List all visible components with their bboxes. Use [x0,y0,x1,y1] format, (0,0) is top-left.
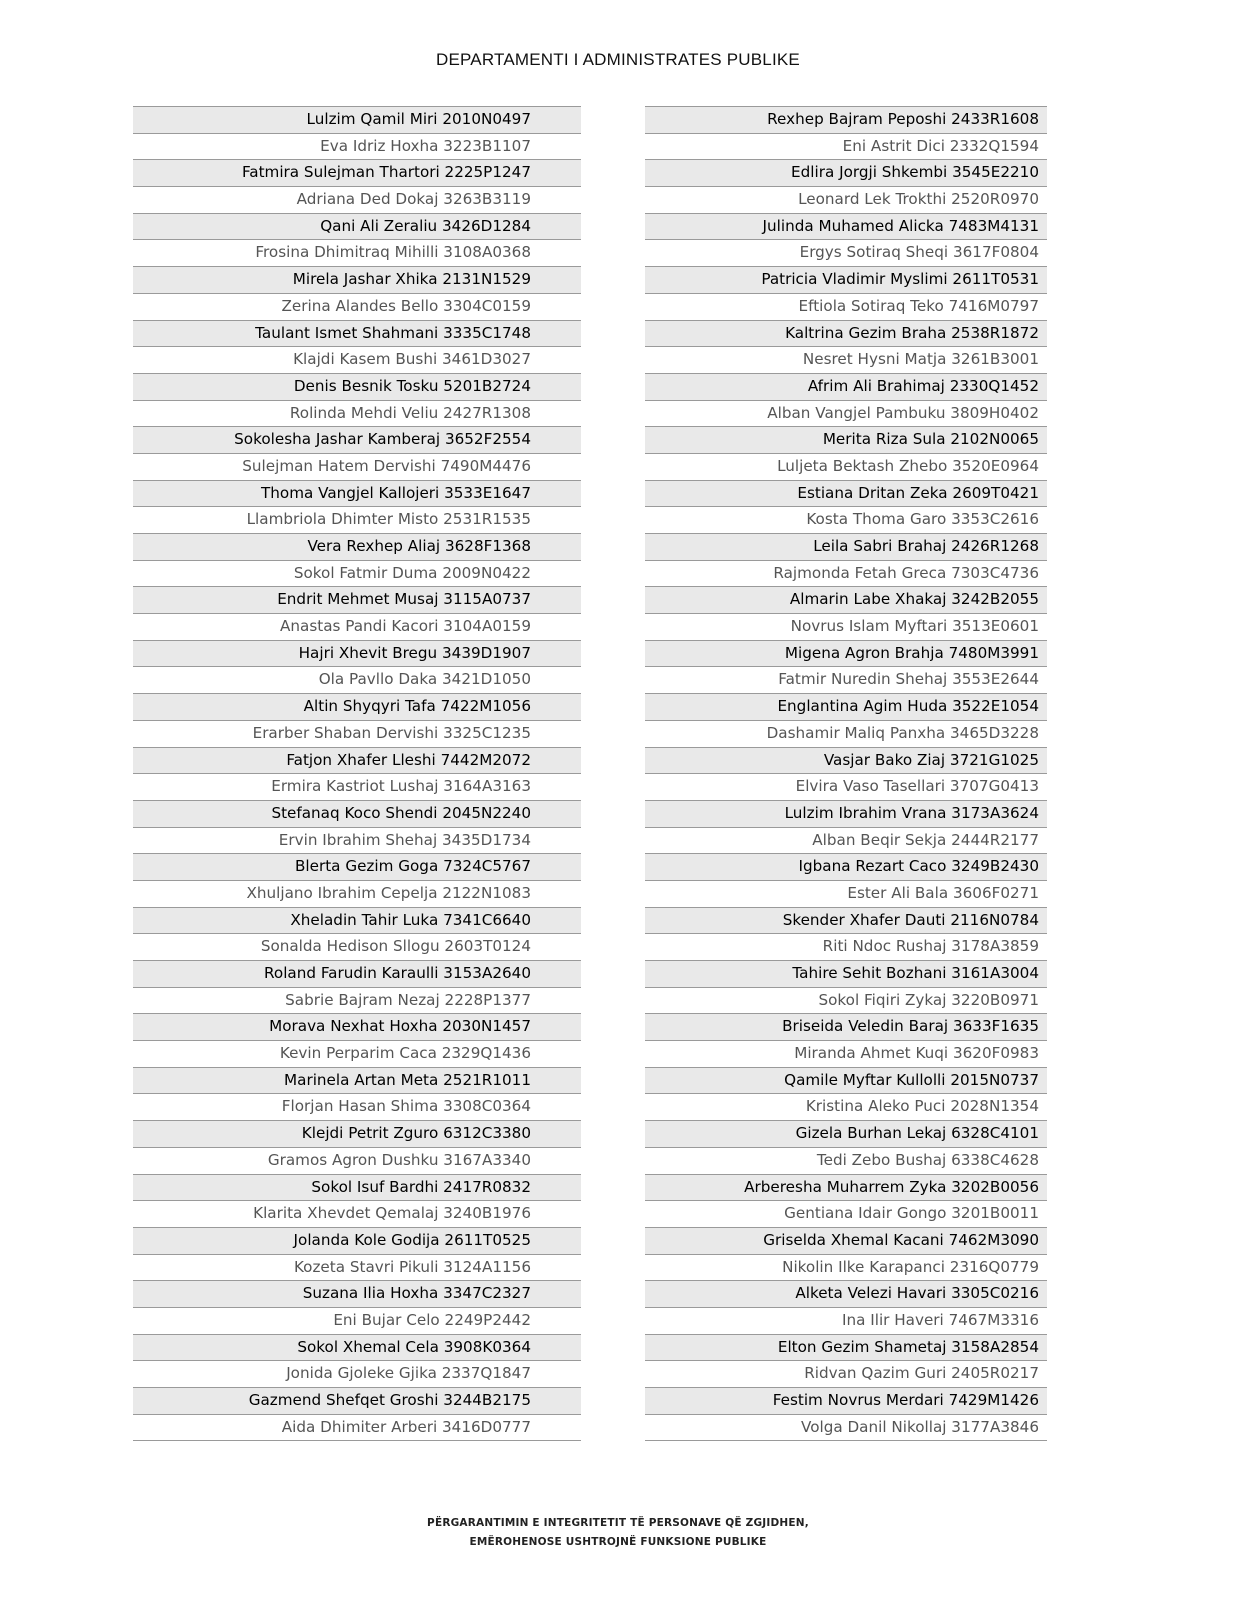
list-item: Kaltrina Gezim Braha 2538R1872 [645,320,1047,347]
list-item: Eni Bujar Celo 2249P2442 [133,1307,581,1334]
list-item: Denis Besnik Tosku 5201B2724 [133,373,581,400]
page-title: DEPARTAMENTI I ADMINISTRATES PUBLIKE [436,50,800,69]
column-bottom-rule [645,1440,1047,1441]
list-item: Lulzim Qamil Miri 2010N0497 [133,106,581,133]
list-item: Arberesha Muharrem Zyka 3202B0056 [645,1174,1047,1201]
list-item: Briseida Veledin Baraj 3633F1635 [645,1013,1047,1040]
list-item: Ola Pavllo Daka 3421D1050 [133,666,581,693]
list-item: Klarita Xhevdet Qemalaj 3240B1976 [133,1200,581,1227]
list-item: Estiana Dritan Zeka 2609T0421 [645,480,1047,507]
list-item: Ergys Sotiraq Sheqi 3617F0804 [645,239,1047,266]
list-item: Jolanda Kole Godija 2611T0525 [133,1227,581,1254]
list-item: Vasjar Bako Ziaj 3721G1025 [645,747,1047,774]
list-item: Eftiola Sotiraq Teko 7416M0797 [645,293,1047,320]
list-item: Sonalda Hedison Sllogu 2603T0124 [133,933,581,960]
list-item: Vera Rexhep Aliaj 3628F1368 [133,533,581,560]
list-item: Riti Ndoc Rushaj 3178A3859 [645,933,1047,960]
list-item: Kosta Thoma Garo 3353C2616 [645,506,1047,533]
list-item: Tahire Sehit Bozhani 3161A3004 [645,960,1047,987]
list-item: Qani Ali Zeraliu 3426D1284 [133,213,581,240]
list-item: Leonard Lek Trokthi 2520R0970 [645,186,1047,213]
list-item: Gentiana Idair Gongo 3201B0011 [645,1200,1047,1227]
list-item: Morava Nexhat Hoxha 2030N1457 [133,1013,581,1040]
list-item: Eni Astrit Dici 2332Q1594 [645,133,1047,160]
list-item: Edlira Jorgji Shkembi 3545E2210 [645,159,1047,186]
list-item: Alketa Velezi Havari 3305C0216 [645,1280,1047,1307]
list-item: Dashamir Maliq Panxha 3465D3228 [645,720,1047,747]
list-item: Sulejman Hatem Dervishi 7490M4476 [133,453,581,480]
list-item: Almarin Labe Xhakaj 3242B2055 [645,586,1047,613]
list-item: Jonida Gjoleke Gjika 2337Q1847 [133,1360,581,1387]
list-item: Rajmonda Fetah Greca 7303C4736 [645,560,1047,587]
list-item: Sokolesha Jashar Kamberaj 3652F2554 [133,426,581,453]
list-item: Elton Gezim Shametaj 3158A2854 [645,1334,1047,1361]
list-item: Novrus Islam Myftari 3513E0601 [645,613,1047,640]
list-item: Anastas Pandi Kacori 3104A0159 [133,613,581,640]
list-item: Elvira Vaso Tasellari 3707G0413 [645,773,1047,800]
list-item: Fatmira Sulejman Thartori 2225P1247 [133,159,581,186]
list-item: Sokol Fatmir Duma 2009N0422 [133,560,581,587]
list-item: Eva Idriz Hoxha 3223B1107 [133,133,581,160]
list-item: Klejdi Petrit Zguro 6312C3380 [133,1120,581,1147]
list-item: Nikolin Ilke Karapanci 2316Q0779 [645,1254,1047,1281]
list-item: Kozeta Stavri Pikuli 3124A1156 [133,1254,581,1281]
list-item: Skender Xhafer Dauti 2116N0784 [645,907,1047,934]
list-item: Ermira Kastriot Lushaj 3164A3163 [133,773,581,800]
list-item: Taulant Ismet Shahmani 3335C1748 [133,320,581,347]
list-item: Xhuljano Ibrahim Cepelja 2122N1083 [133,880,581,907]
list-item: Miranda Ahmet Kuqi 3620F0983 [645,1040,1047,1067]
list-item: Marinela Artan Meta 2521R1011 [133,1067,581,1094]
list-item: Gazmend Shefqet Groshi 3244B2175 [133,1387,581,1414]
list-item: Alban Vangjel Pambuku 3809H0402 [645,400,1047,427]
list-item: Roland Farudin Karaulli 3153A2640 [133,960,581,987]
list-item: Hajri Xhevit Bregu 3439D1907 [133,640,581,667]
list-item: Suzana Ilia Hoxha 3347C2327 [133,1280,581,1307]
list-item: Stefanaq Koco Shendi 2045N2240 [133,800,581,827]
list-item: Xheladin Tahir Luka 7341C6640 [133,907,581,934]
list-item: Ina Ilir Haveri 7467M3316 [645,1307,1047,1334]
list-item: Aida Dhimiter Arberi 3416D0777 [133,1414,581,1441]
list-item: Merita Riza Sula 2102N0065 [645,426,1047,453]
list-item: Endrit Mehmet Musaj 3115A0737 [133,586,581,613]
list-item: Leila Sabri Brahaj 2426R1268 [645,533,1047,560]
list-item: Ridvan Qazim Guri 2405R0217 [645,1360,1047,1387]
list-item: Sokol Isuf Bardhi 2417R0832 [133,1174,581,1201]
list-item: Qamile Myftar Kullolli 2015N0737 [645,1067,1047,1094]
list-item: Ester Ali Bala 3606F0271 [645,880,1047,907]
list-item: Nesret Hysni Matja 3261B3001 [645,346,1047,373]
list-item: Igbana Rezart Caco 3249B2430 [645,853,1047,880]
list-item: Julinda Muhamed Alicka 7483M4131 [645,213,1047,240]
list-item: Afrim Ali Brahimaj 2330Q1452 [645,373,1047,400]
list-item: Migena Agron Brahja 7480M3991 [645,640,1047,667]
left-name-column [133,106,581,1441]
list-item: Fatmir Nuredin Shehaj 3553E2644 [645,666,1047,693]
list-item: Sabrie Bajram Nezaj 2228P1377 [133,987,581,1014]
list-item: Rexhep Bajram Peposhi 2433R1608 [645,106,1047,133]
list-item: Fatjon Xhafer Lleshi 7442M2072 [133,747,581,774]
list-item: Mirela Jashar Xhika 2131N1529 [133,266,581,293]
list-item: Gramos Agron Dushku 3167A3340 [133,1147,581,1174]
list-item: Kristina Aleko Puci 2028N1354 [645,1093,1047,1120]
column-bottom-rule [133,1440,581,1441]
list-item: Rolinda Mehdi Veliu 2427R1308 [133,400,581,427]
list-item: Luljeta Bektash Zhebo 3520E0964 [645,453,1047,480]
list-item: Klajdi Kasem Bushi 3461D3027 [133,346,581,373]
list-item: Erarber Shaban Dervishi 3325C1235 [133,720,581,747]
list-item: Tedi Zebo Bushaj 6338C4628 [645,1147,1047,1174]
list-item: Llambriola Dhimter Misto 2531R1535 [133,506,581,533]
list-item: Altin Shyqyri Tafa 7422M1056 [133,693,581,720]
list-item: Sokol Xhemal Cela 3908K0364 [133,1334,581,1361]
list-item: Patricia Vladimir Myslimi 2611T0531 [645,266,1047,293]
list-item: Florjan Hasan Shima 3308C0364 [133,1093,581,1120]
list-item: Blerta Gezim Goga 7324C5767 [133,853,581,880]
list-item: Alban Beqir Sekja 2444R2177 [645,827,1047,854]
list-item: Volga Danil Nikollaj 3177A3846 [645,1414,1047,1441]
list-item: Ervin Ibrahim Shehaj 3435D1734 [133,827,581,854]
footer-line-2: EMËROHENOSE USHTROJNË FUNKSIONE PUBLIKE [469,1536,767,1548]
list-item: Frosina Dhimitraq Mihilli 3108A0368 [133,239,581,266]
footer [0,1514,1236,1552]
list-item: Adriana Ded Dokaj 3263B3119 [133,186,581,213]
right-name-column [645,106,1047,1441]
list-item: Griselda Xhemal Kacani 7462M3090 [645,1227,1047,1254]
footer-line-1: PËRGARANTIMIN E INTEGRITETIT TË PERSONAVE QË ZGJIDHEN, [427,1517,809,1529]
list-item: Lulzim Ibrahim Vrana 3173A3624 [645,800,1047,827]
list-item: Kevin Perparim Caca 2329Q1436 [133,1040,581,1067]
list-item: Festim Novrus Merdari 7429M1426 [645,1387,1047,1414]
list-item: Zerina Alandes Bello 3304C0159 [133,293,581,320]
list-item: Englantina Agim Huda 3522E1054 [645,693,1047,720]
list-item: Sokol Fiqiri Zykaj 3220B0971 [645,987,1047,1014]
list-item: Thoma Vangjel Kallojeri 3533E1647 [133,480,581,507]
list-item: Gizela Burhan Lekaj 6328C4101 [645,1120,1047,1147]
